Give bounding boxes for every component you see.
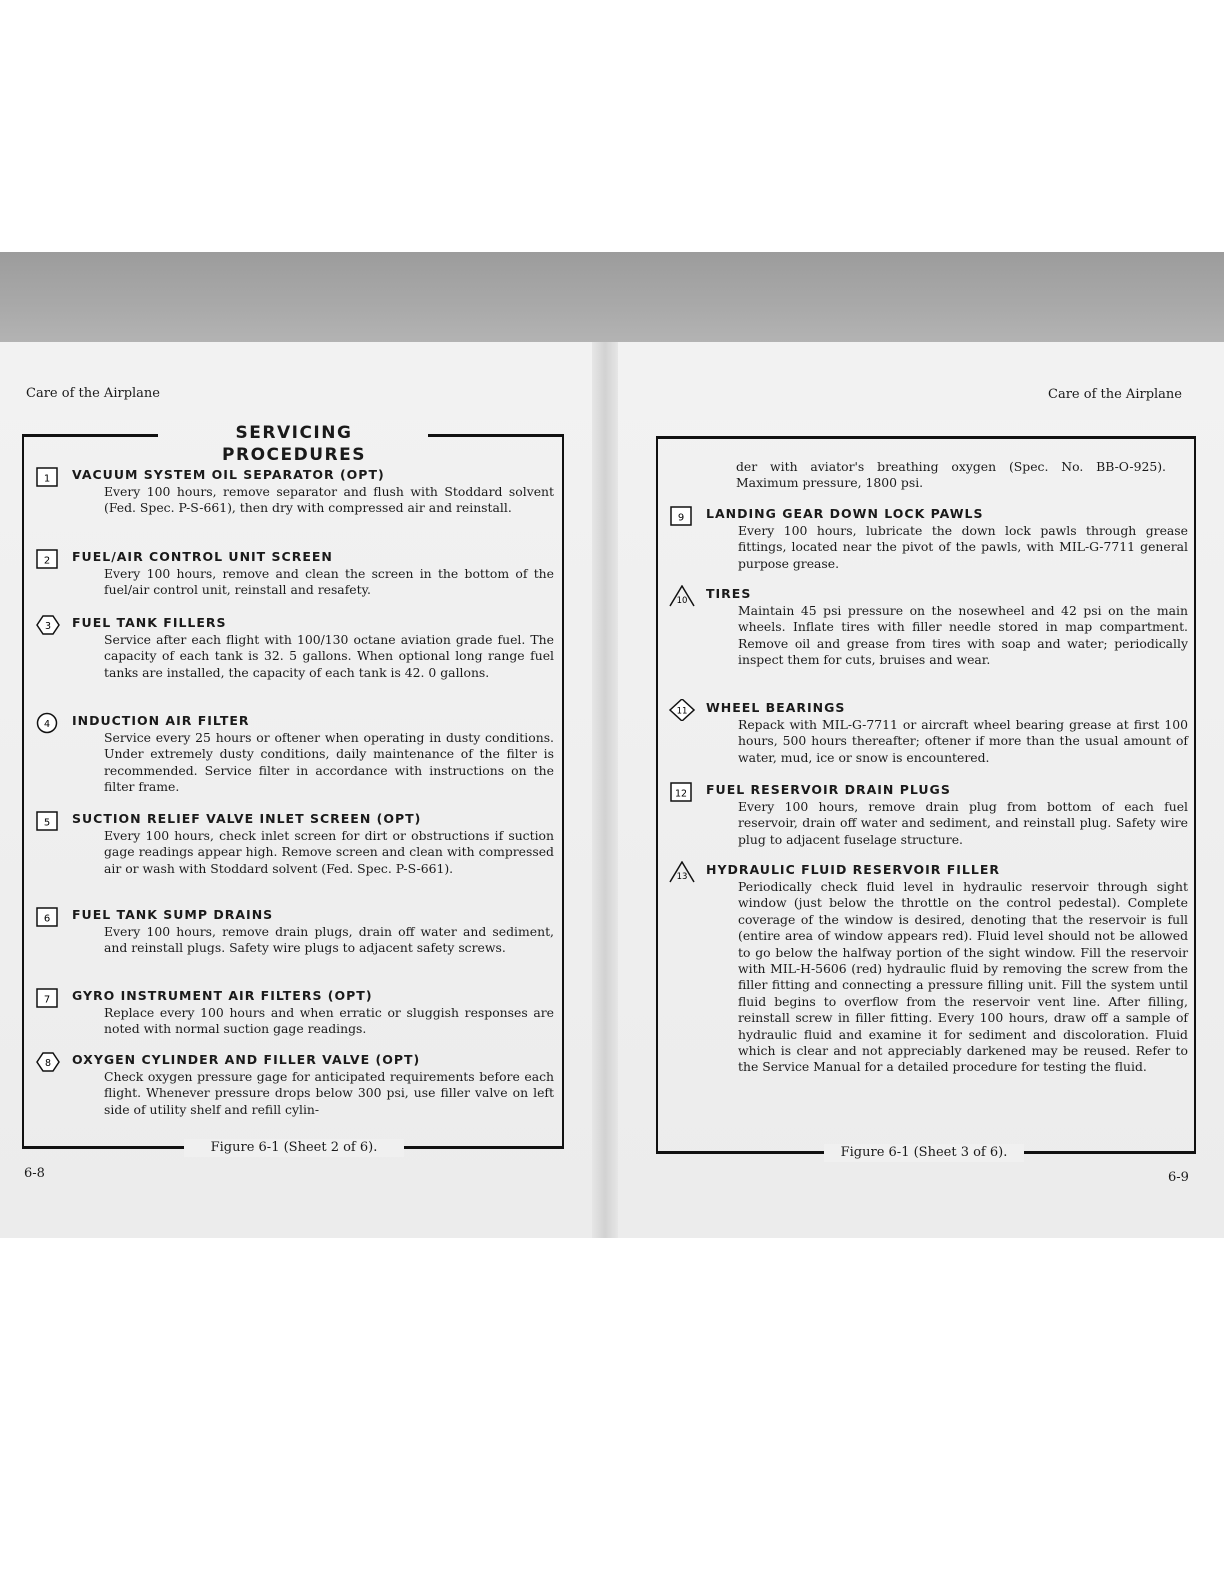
square-marker-icon [34,906,62,928]
service-item-13 [668,861,1188,1076]
svg-text:6: 6 [43,913,51,925]
right-page-number: 6-9 [1168,1170,1189,1185]
caption-rule-left [658,1151,818,1154]
item-title: FUEL/AIR CONTROL UNIT SCREEN [72,549,333,564]
service-item-4 [34,712,554,796]
service-item-5 [34,810,554,877]
service-item-9 [668,505,1188,572]
item-body: Every 100 hours, remove drain plugs, drain off water and sediment, and reinstall plugs. Safety wire plugs to adjacent safety screws. [104,924,554,956]
square-marker-icon [34,548,62,570]
service-item-11 [668,699,1188,766]
svg-text:3: 3 [44,621,52,632]
heading-rule-right [428,434,564,437]
square-marker-icon [34,466,62,488]
item-body: Periodically check fluid level in hydraulic reservoir through sight window (just below the throttle on the control pedestal). Complete coverage of the window is desired, denoting that the reservoir is full (entire area of window appears red). Fluid level should not be allowed to go below the halfway portion of the sight window. Fill the reservoir with MIL-H-5606 (red) hydraulic fluid by removing the screw from the filler fitting and connecting a pressure filling unit. Fill the system until fluid begins to overflow from the reservoir vent line. After filling, reinstall screw in filler fitting. Every 100 hours, draw off a sample of hydraulic fluid and examine it for sediment and discoloration. Fluid which is clear and not appreciably darkened may be reused. Refer to the Service Manual for a detailed procedure for testing the fluid. [738,879,1188,1075]
left-figure-frame [22,423,564,1155]
service-item-10 [668,585,1188,669]
item-body: Replace every 100 hours and when erratic or sluggish responses are noted with normal suction gage readings. [104,1005,554,1037]
item-body: Repack with MIL-G-7711 or aircraft wheel bearing grease at first 100 hours, 500 hours thereafter; oftener if more than the usual amount of water, mud, ice or snow is encountered. [738,717,1188,765]
section-heading: SERVICING PROCEDURES [222,423,366,465]
svg-text:4: 4 [43,719,51,730]
item-body: Service every 25 hours or oftener when operating in dusty conditions. Under extremely dusty conditions, daily maintenance of the filter is recommended. Service filter in accordance with instructions on the filter frame. [104,730,554,795]
service-item-7 [34,987,554,1038]
triangle-marker-icon [668,861,696,883]
svg-text:11: 11 [676,706,688,717]
service-item-12 [668,781,1188,848]
caption-rule-right [1030,1151,1194,1154]
book-gutter [592,342,618,1238]
item-title: FUEL RESERVOIR DRAIN PLUGS [706,782,951,797]
item-body: Every 100 hours, remove drain plug from bottom of each fuel reservoir, drain off water and sediment, and reinstall plug. Safety wire plug to adjacent fuselage structure. [738,799,1188,847]
item-title: FUEL TANK SUMP DRAINS [72,907,274,922]
service-item-2 [34,548,554,599]
circle-marker-icon [34,712,62,734]
left-running-head: Care of the Airplane [26,386,160,401]
item-title: SUCTION RELIEF VALVE INLET SCREEN (OPT) [72,811,422,826]
scan-top-band [0,252,1224,342]
left-page-number: 6-8 [24,1166,45,1181]
square-marker-icon [668,505,696,527]
diamond-marker-icon [668,699,696,721]
item-body: Check oxygen pressure gage for anticipated requirements before each flight. Whenever pressure drops below 300 psi, use filler valve on left side of utility shelf and refill cylin- [104,1069,554,1117]
item-body: Every 100 hours, remove and clean the screen in the bottom of the fuel/air control unit, reinstall and resafety. [104,566,554,598]
item-title: FUEL TANK FILLERS [72,615,227,630]
figure-caption: Figure 6-1 (Sheet 3 of 6). [824,1144,1024,1162]
item-body: Every 100 hours, check inlet screen for dirt or obstructions if suction gage readings appear high. Remove screen and clean with compressed air or wash with Stoddard solvent (Fed. Spec. P-S-661). [104,828,554,876]
right-figure-frame [656,436,1196,1160]
hexagon-marker-icon [34,1051,62,1073]
service-item-3 [34,614,554,681]
service-item-6 [34,906,554,957]
svg-text:10: 10 [676,596,688,606]
square-marker-icon [34,987,62,1009]
continued-text: der with aviator's breathing oxygen (Spec. No. BB-O-925). Maximum pressure, 1800 psi. [736,459,1166,491]
item-body: Every 100 hours, remove separator and flush with Stoddard solvent (Fed. Spec. P-S-661), then dry with compressed air and reinstall. [104,484,554,516]
item-body: Service after each flight with 100/130 octane aviation grade fuel. The capacity of each tank is 32. 5 gallons. When optional long range fuel tanks are installed, the capacity of each tank is 42. 0 gallons. [104,632,554,680]
triangle-marker-icon [668,585,696,607]
item-body: Maintain 45 psi pressure on the nosewheel and 42 psi on the main wheels. Inflate tires with filler needle stored in map compartment. Remove oil and grease from tires with soap and water; periodically inspect them for cuts, bruises and wear. [738,603,1188,668]
hexagon-marker-icon [34,614,62,636]
caption-rule-left [24,1146,174,1149]
svg-text:8: 8 [44,1058,52,1069]
item-title: VACUUM SYSTEM OIL SEPARATOR (OPT) [72,467,385,482]
right-running-head: Care of the Airplane [1048,387,1182,402]
svg-text:2: 2 [43,555,51,567]
item-body: Every 100 hours, lubricate the down lock pawls through grease fittings, located near the pivot of the pawls, with MIL-G-7711 general purpose grease. [738,523,1188,571]
heading-rule-left [22,434,158,437]
svg-text:1: 1 [43,473,51,485]
item-title: HYDRAULIC FLUID RESERVOIR FILLER [706,862,1001,877]
svg-text:13: 13 [676,872,688,882]
svg-text:5: 5 [43,817,51,829]
service-item-1 [34,466,554,517]
svg-text:12: 12 [674,788,688,800]
svg-text:9: 9 [677,512,685,524]
square-marker-icon [34,810,62,832]
item-title: TIRES [706,586,752,601]
item-title: LANDING GEAR DOWN LOCK PAWLS [706,506,984,521]
item-title: INDUCTION AIR FILTER [72,713,250,728]
item-title: WHEEL BEARINGS [706,700,846,715]
item-title: OXYGEN CYLINDER AND FILLER VALVE (OPT) [72,1052,421,1067]
service-item-8 [34,1051,554,1118]
square-marker-icon [668,781,696,803]
figure-caption: Figure 6-1 (Sheet 2 of 6). [184,1139,404,1157]
svg-text:7: 7 [43,994,51,1006]
item-title: GYRO INSTRUMENT AIR FILTERS (OPT) [72,988,373,1003]
